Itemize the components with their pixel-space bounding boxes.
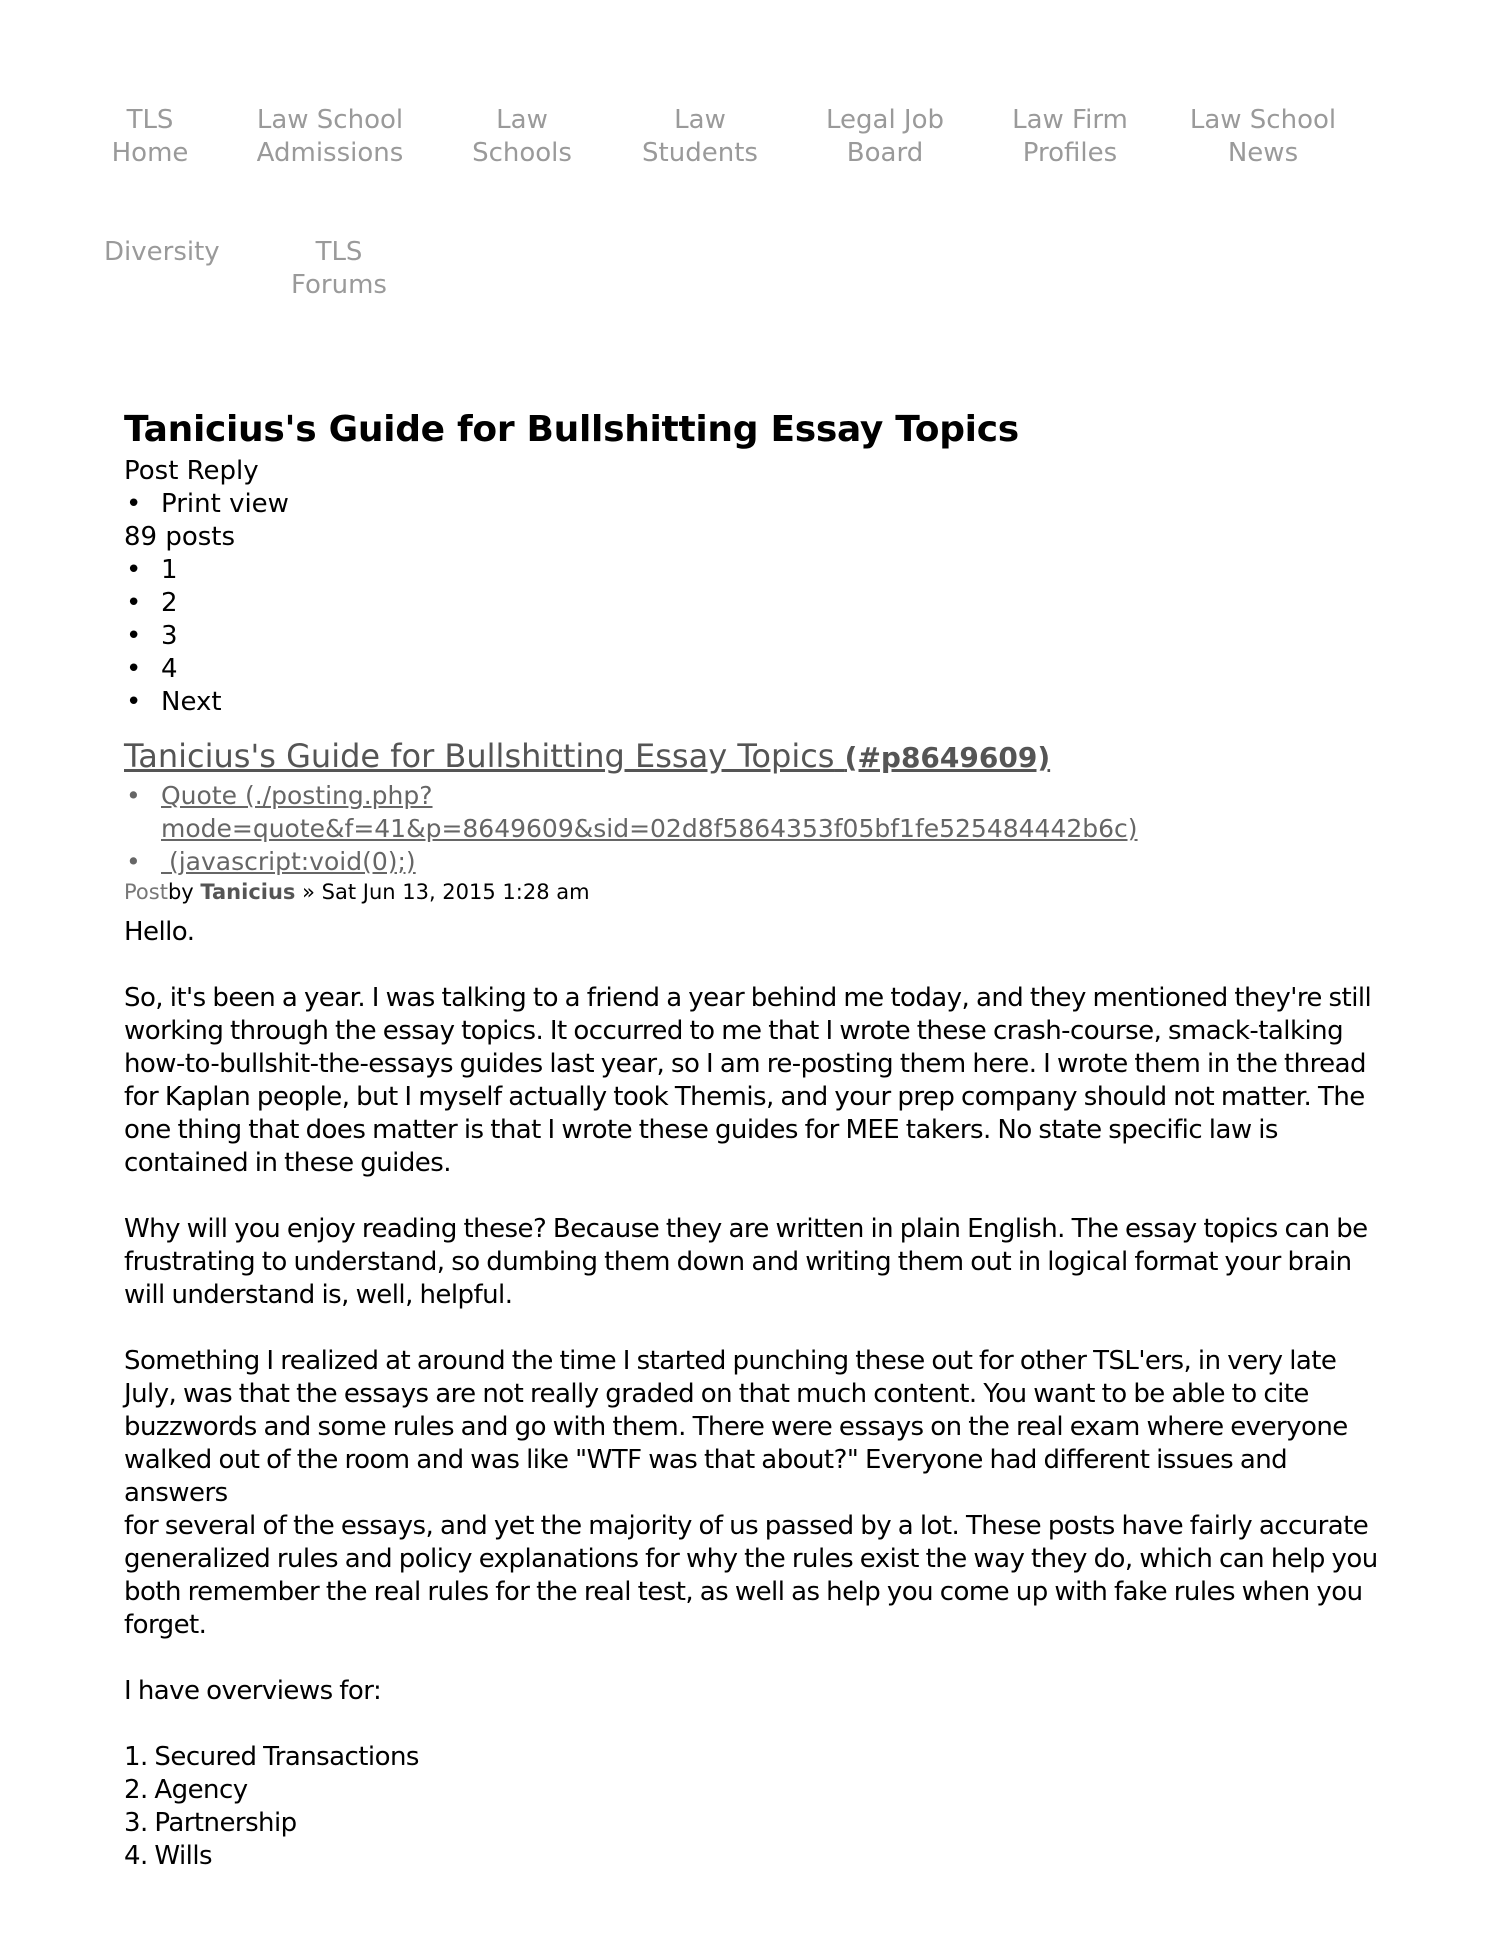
nav-link-legal-job-board[interactable]: Legal Job Board <box>825 105 945 168</box>
post-meta <box>124 878 1384 906</box>
js-void-link-text: (javascript:void(0);) <box>161 847 416 876</box>
js-void-link[interactable] <box>124 845 1384 878</box>
nav-link-law-school-admissions[interactable]: Law School Admissions <box>256 105 404 168</box>
page-link-2[interactable]: • 2 <box>124 587 1384 620</box>
page-link-next[interactable]: • Next <box>124 686 1384 719</box>
post-count: 89 posts <box>124 522 236 552</box>
nav-row-primary <box>100 104 1420 170</box>
page-link-4[interactable]: • 4 <box>124 653 1384 686</box>
nav-link-tls-forums[interactable]: TLS Forums <box>291 237 387 300</box>
page-link-3[interactable]: • 3 <box>124 620 1384 653</box>
quote-link-text: Quote (./posting.php? mode=quote&f=41&p=8649609&sid=02d8f5864353f05bf1fe525484442b6c) <box>161 781 1138 843</box>
post-meta-by: by <box>167 880 201 904</box>
post-body: Hello. So, it's been a year. I was talking to a friend a year behind me today, and they mentioned they're still working through the essay topics. It occurred to me that I wrote these crash-course, smack-talking how-to-bullshit-the-essays guides last year, so I am re-posting them here. I wrote them in the thread for Kaplan people, but I myself actually took Themis, and your prep company should not matter. The one thing that does matter is that I wrote these guides for MEE takers. No state specific law is contained in these guides. Why will you enjoy reading these? Because they are written in plain English. The essay topics can be frustrating to understand, so dumbing them down and writing them out in logical format your brain will understand is, well, helpful. Something I realized at around the time I started punching these out for other TSL'ers, in very late July, was that the essays are not really graded on that much content. You want to be able to cite buzzwords and some rules and go with them. There were essays on the real exam where everyone walked out of the room and was like "WTF was that about?" Everyone had different issues and answers for several of the essays, and yet the majority of us passed by a lot. These posts have fairly accurate generalized rules and policy explanations for why the rules exist the way they do, which can help you both remember the real rules for the real test, as well as help you come up with fake rules when you forget. I have overviews for: 1. Secured Transactions 2. Agency 3. Partnership 4. Wills <box>124 917 1378 1871</box>
nav-link-tls-home[interactable]: TLS Home <box>111 105 189 168</box>
post-heading-text: Tanicius's Guide for Bullshitting Essay Topics <box>124 737 835 775</box>
post-reply-button[interactable]: Post Reply <box>124 456 259 486</box>
quote-link[interactable] <box>124 779 1384 845</box>
post-author-link[interactable]: Tanicius <box>200 880 296 904</box>
post-date: » Sat Jun 13, 2015 1:28 am <box>295 880 590 904</box>
nav-link-law-firm-profiles[interactable]: Law Firm Profiles <box>1012 105 1128 168</box>
nav-link-law-school-news[interactable]: Law School News <box>1189 105 1337 168</box>
post-actions <box>124 779 1384 878</box>
post-meta-label: Post <box>124 880 168 904</box>
nav-row-secondary <box>100 236 1420 302</box>
post-heading-link[interactable] <box>124 735 1384 779</box>
topic-tools <box>124 488 1384 521</box>
print-view-link[interactable]: • Print view <box>124 488 1384 521</box>
topic-content <box>124 405 1384 1873</box>
nav-link-law-schools[interactable]: Law Schools <box>472 105 572 168</box>
nav-link-diversity[interactable]: Diversity <box>104 237 220 267</box>
pagination <box>124 554 1384 719</box>
post-anchor: (#p8649609) <box>844 741 1051 774</box>
nav-link-law-students[interactable]: Law Students <box>642 105 758 168</box>
site-navigation <box>100 104 1420 302</box>
topic-title[interactable]: Tanicius's Guide for Bullshitting Essay Topics <box>124 409 1019 450</box>
page-link-1[interactable]: • 1 <box>124 554 1384 587</box>
